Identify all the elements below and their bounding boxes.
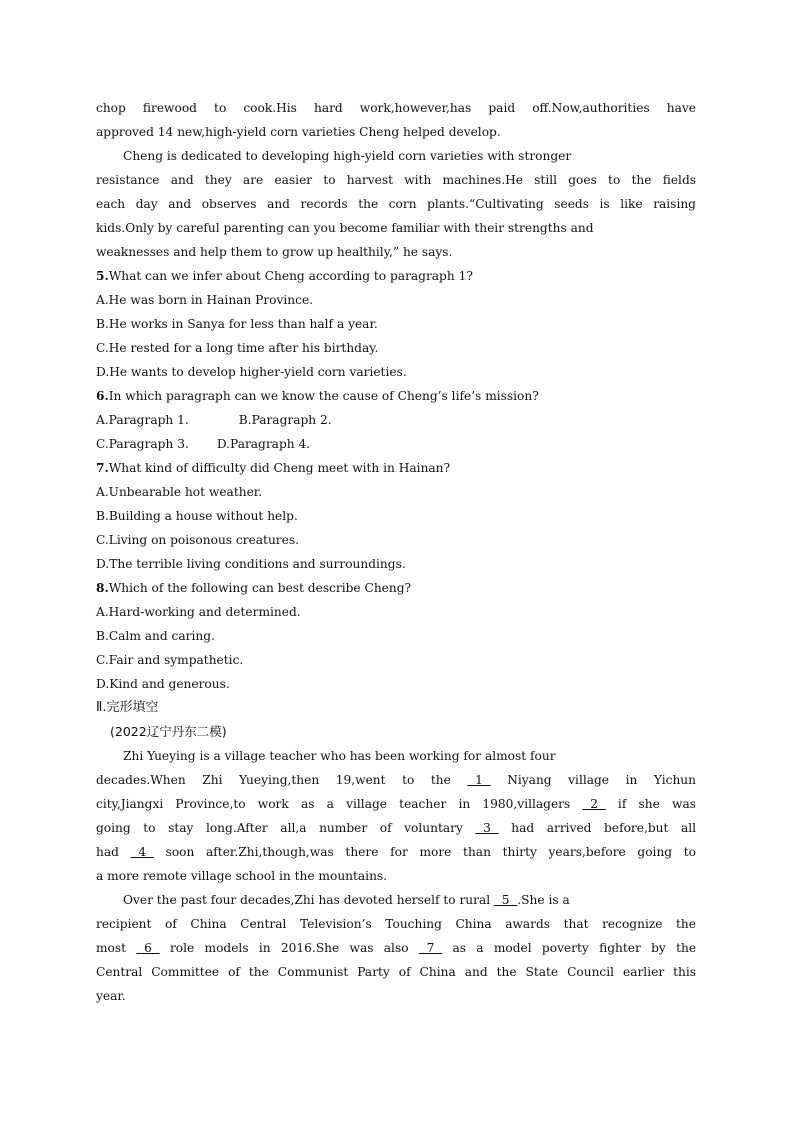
cloze-text: soon after.Zhi,though,was there for more than thirty years,before going to [165, 845, 697, 859]
option: C.Paragraph 3. [96, 437, 189, 451]
passage-line: Cheng is dedicated to developing high-yield corn varieties with stronger [123, 149, 572, 163]
question-text: Which of the following can best describe Cheng? [108, 581, 412, 595]
option: D.Kind and generous. [96, 677, 230, 691]
passage-line: kids.Only by careful parenting can you become familiar with their strengths and [96, 221, 594, 235]
option: A.Unbearable hot weather. [96, 485, 263, 499]
cloze-text: Niyang village in Yichun [507, 773, 696, 787]
option: D.The terrible living conditions and surroundings. [96, 557, 406, 571]
cloze-text: had arrived before,but all [511, 821, 697, 835]
passage-line: resistance and they are easier to harvest with machines.He still goes to the fields [96, 173, 696, 187]
cloze-line [96, 840, 696, 864]
document-page [96, 96, 696, 1008]
cloze-blank-5: 5 [494, 893, 518, 907]
option: C.Fair and sympathetic. [96, 653, 244, 667]
option: D.Paragraph 4. [216, 437, 311, 451]
question-5-stem [96, 264, 696, 288]
cloze-line [96, 816, 696, 840]
passage-line: each day and observes and records the corn plants.“Cultivating seeds is like raising [96, 197, 696, 211]
option: A.Paragraph 1. [96, 413, 189, 427]
cloze-line: year. [96, 989, 126, 1003]
question-6-stem [96, 384, 696, 408]
cloze-line: Central Committee of the Communist Party of China and the State Council earlier this [96, 965, 696, 979]
option: B.Paragraph 2. [238, 413, 332, 427]
option-row [96, 432, 696, 456]
question-number: 6. [96, 389, 109, 403]
cloze-line [96, 936, 696, 960]
option-row [96, 408, 696, 432]
cloze-text: .She is a [517, 893, 570, 907]
passage-line: chop firewood to cook.His hard work,however,has paid off.Now,authorities have [96, 101, 696, 115]
question-7-stem [96, 456, 696, 480]
cloze-text: most [96, 941, 127, 955]
cloze-blank-4: 4 [130, 845, 154, 859]
passage-line: weaknesses and help them to grow up healthily,” he says. [96, 245, 453, 259]
cloze-blank-6: 6 [136, 941, 160, 955]
source-note: (2022辽宁丹东二模) [110, 724, 227, 739]
cloze-line [96, 888, 696, 912]
question-text: What kind of difficulty did Cheng meet with in Hainan? [108, 461, 451, 475]
cloze-text: going to stay long.After all,a number of voluntary [96, 821, 463, 835]
option: B.He works in Sanya for less than half a year. [96, 317, 378, 331]
option: A.He was born in Hainan Province. [96, 293, 314, 307]
cloze-text: as a model poverty fighter by the [452, 941, 697, 955]
cloze-line [96, 792, 696, 816]
question-number: 8. [96, 581, 109, 595]
option: C.Living on poisonous creatures. [96, 533, 299, 547]
option: B.Building a house without help. [96, 509, 298, 523]
option: B.Calm and caring. [96, 629, 215, 643]
cloze-line: recipient of China Central Television’s Touching China awards that recognize the [96, 917, 696, 931]
cloze-blank-2: 2 [582, 797, 606, 811]
cloze-blank-3: 3 [475, 821, 499, 835]
question-number: 5. [96, 269, 109, 283]
cloze-text: decades.When Zhi Yueying,then 19,went to the [96, 773, 451, 787]
question-text: What can we infer about Cheng according to paragraph 1? [108, 269, 473, 283]
question-8-stem [96, 576, 696, 600]
cloze-text: if she was [617, 797, 696, 811]
option: A.Hard-working and determined. [96, 605, 301, 619]
cloze-line: a more remote village school in the mountains. [96, 869, 388, 883]
cloze-blank-7: 7 [418, 941, 443, 955]
question-number: 7. [96, 461, 109, 475]
cloze-text: had [96, 845, 119, 859]
question-text: In which paragraph can we know the cause of Cheng’s life’s mission? [108, 389, 539, 403]
passage-line: approved 14 new,high-yield corn varieties Cheng helped develop. [96, 125, 501, 139]
section-heading: Ⅱ.完形填空 [96, 700, 159, 715]
cloze-text: Over the past four decades,Zhi has devoted herself to rural [123, 893, 491, 907]
option: D.He wants to develop higher-yield corn varieties. [96, 365, 407, 379]
cloze-blank-1: 1 [467, 773, 491, 787]
cloze-line [96, 768, 696, 792]
cloze-text: role models in 2016.She was also [169, 941, 409, 955]
cloze-line: Zhi Yueying is a village teacher who has been working for almost four [123, 749, 556, 763]
option: C.He rested for a long time after his birthday. [96, 341, 379, 355]
cloze-text: city,Jiangxi Province,to work as a village teacher in 1980,villagers [96, 797, 571, 811]
